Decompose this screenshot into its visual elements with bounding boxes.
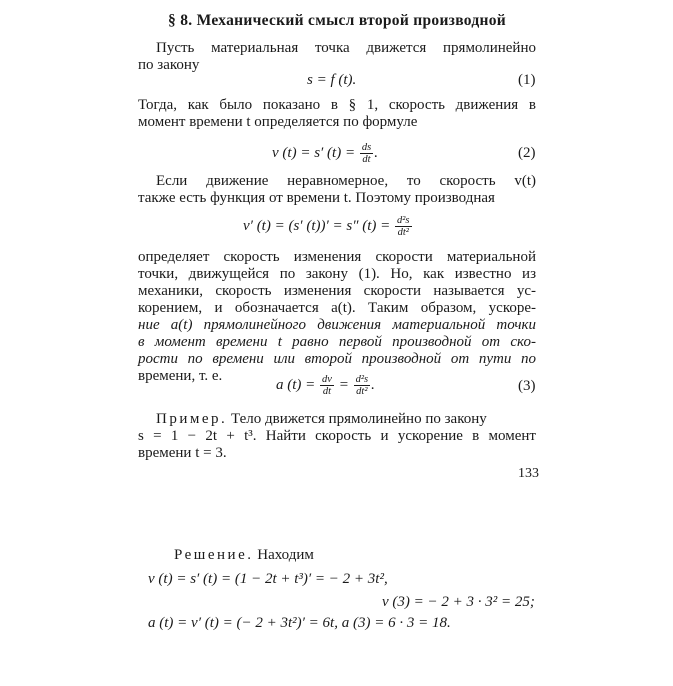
para3-body-line-8: времени, т. е. bbox=[138, 368, 223, 384]
solution-label-rest: Находим bbox=[253, 547, 314, 563]
equation-1: s = f (t). bbox=[307, 72, 357, 88]
equation-1-number: (1) bbox=[518, 72, 536, 88]
equation-2-numerator: ds bbox=[361, 142, 372, 153]
equation-2-tail: . bbox=[374, 144, 378, 161]
para2-line2: момент времени t определяется по формуле bbox=[138, 114, 418, 130]
equation-2-number: (2) bbox=[518, 145, 536, 161]
equation-second-derivative bbox=[243, 215, 413, 238]
para3-body-line-6: в момент времени t равно первой производной от ско- bbox=[138, 334, 536, 350]
page-number: 133 bbox=[518, 466, 539, 481]
example-line-2: s = 1 − 2t + t³. Найти скорость и ускорение в момент bbox=[138, 428, 536, 444]
para2-line1: Тогда, как было показано в § 1, скорость движения в bbox=[138, 97, 536, 113]
para3-body-line-4: корением, и обозначается a(t). Таким образом, ускоре- bbox=[138, 300, 536, 316]
example-line-1 bbox=[156, 411, 536, 428]
equation-3-equals: = bbox=[338, 376, 349, 393]
second-derivative-left: v′ (t) = (s′ (t))′ = s″ (t) = bbox=[243, 217, 391, 234]
equation-3-tail: . bbox=[371, 376, 375, 393]
solution-line-1: v (t) = s′ (t) = (1 − 2t + t³)′ = − 2 + 3t², bbox=[148, 571, 388, 587]
solution-heading bbox=[174, 547, 314, 564]
solution-label: Решение. bbox=[174, 547, 254, 563]
para3-body-line-1: определяет скорость изменения скорости материальной bbox=[138, 249, 536, 265]
second-derivative-denominator: dt² bbox=[397, 227, 409, 238]
equation-3-denominator-1: dt bbox=[322, 386, 332, 397]
solution-line-3: a (t) = v′ (t) = (− 2 + 3t²)′ = 6t, a (3) = 6 · 3 = 18. bbox=[148, 615, 451, 631]
para3-line1: Если движение неравномерное, то скорость v(t) bbox=[156, 173, 536, 189]
para3-line2: также есть функция от времени t. Поэтому производная bbox=[138, 190, 495, 206]
para3-body-line-5: ние a(t) прямолинейного движения материальной точки bbox=[138, 317, 536, 333]
para1-line2: по закону bbox=[138, 57, 200, 73]
equation-3-numerator-2: d²s bbox=[355, 374, 369, 385]
equation-2-denominator: dt bbox=[362, 154, 371, 165]
equation-3-fraction-1 bbox=[320, 374, 334, 397]
solution-line-2: v (3) = − 2 + 3 · 3² = 25; bbox=[382, 594, 535, 610]
para3-body-line-7: рости по времени или второй производной от пути по bbox=[138, 351, 536, 367]
equation-3-left: a (t) = bbox=[276, 376, 316, 393]
second-derivative-numerator: d²s bbox=[397, 215, 410, 226]
equation-3 bbox=[276, 374, 375, 397]
second-derivative-fraction bbox=[395, 215, 411, 238]
equation-3-denominator-2: dt² bbox=[356, 386, 368, 397]
section-title: § 8. Механический смысл второй производной bbox=[168, 12, 507, 29]
equation-3-numerator-1: dv bbox=[322, 374, 332, 385]
equation-2-fraction bbox=[360, 142, 373, 165]
equation-3-fraction-2 bbox=[354, 374, 370, 397]
para1-line1: Пусть материальная точка движется прямолинейно bbox=[156, 40, 536, 56]
example-line-1-rest: Тело движется прямолинейно по закону bbox=[227, 411, 487, 427]
example-line-3: времени t = 3. bbox=[138, 445, 227, 461]
para3-body-line-2: точки, движущейся по закону (1). Но, как известно из bbox=[138, 266, 536, 282]
equation-2 bbox=[272, 142, 378, 165]
para3-body-line-3: механики, скорость изменения скорости называется ус- bbox=[138, 283, 536, 299]
equation-2-left: v (t) = s′ (t) = bbox=[272, 144, 356, 161]
equation-3-number: (3) bbox=[518, 378, 536, 394]
example-label: Пример. bbox=[156, 411, 228, 427]
